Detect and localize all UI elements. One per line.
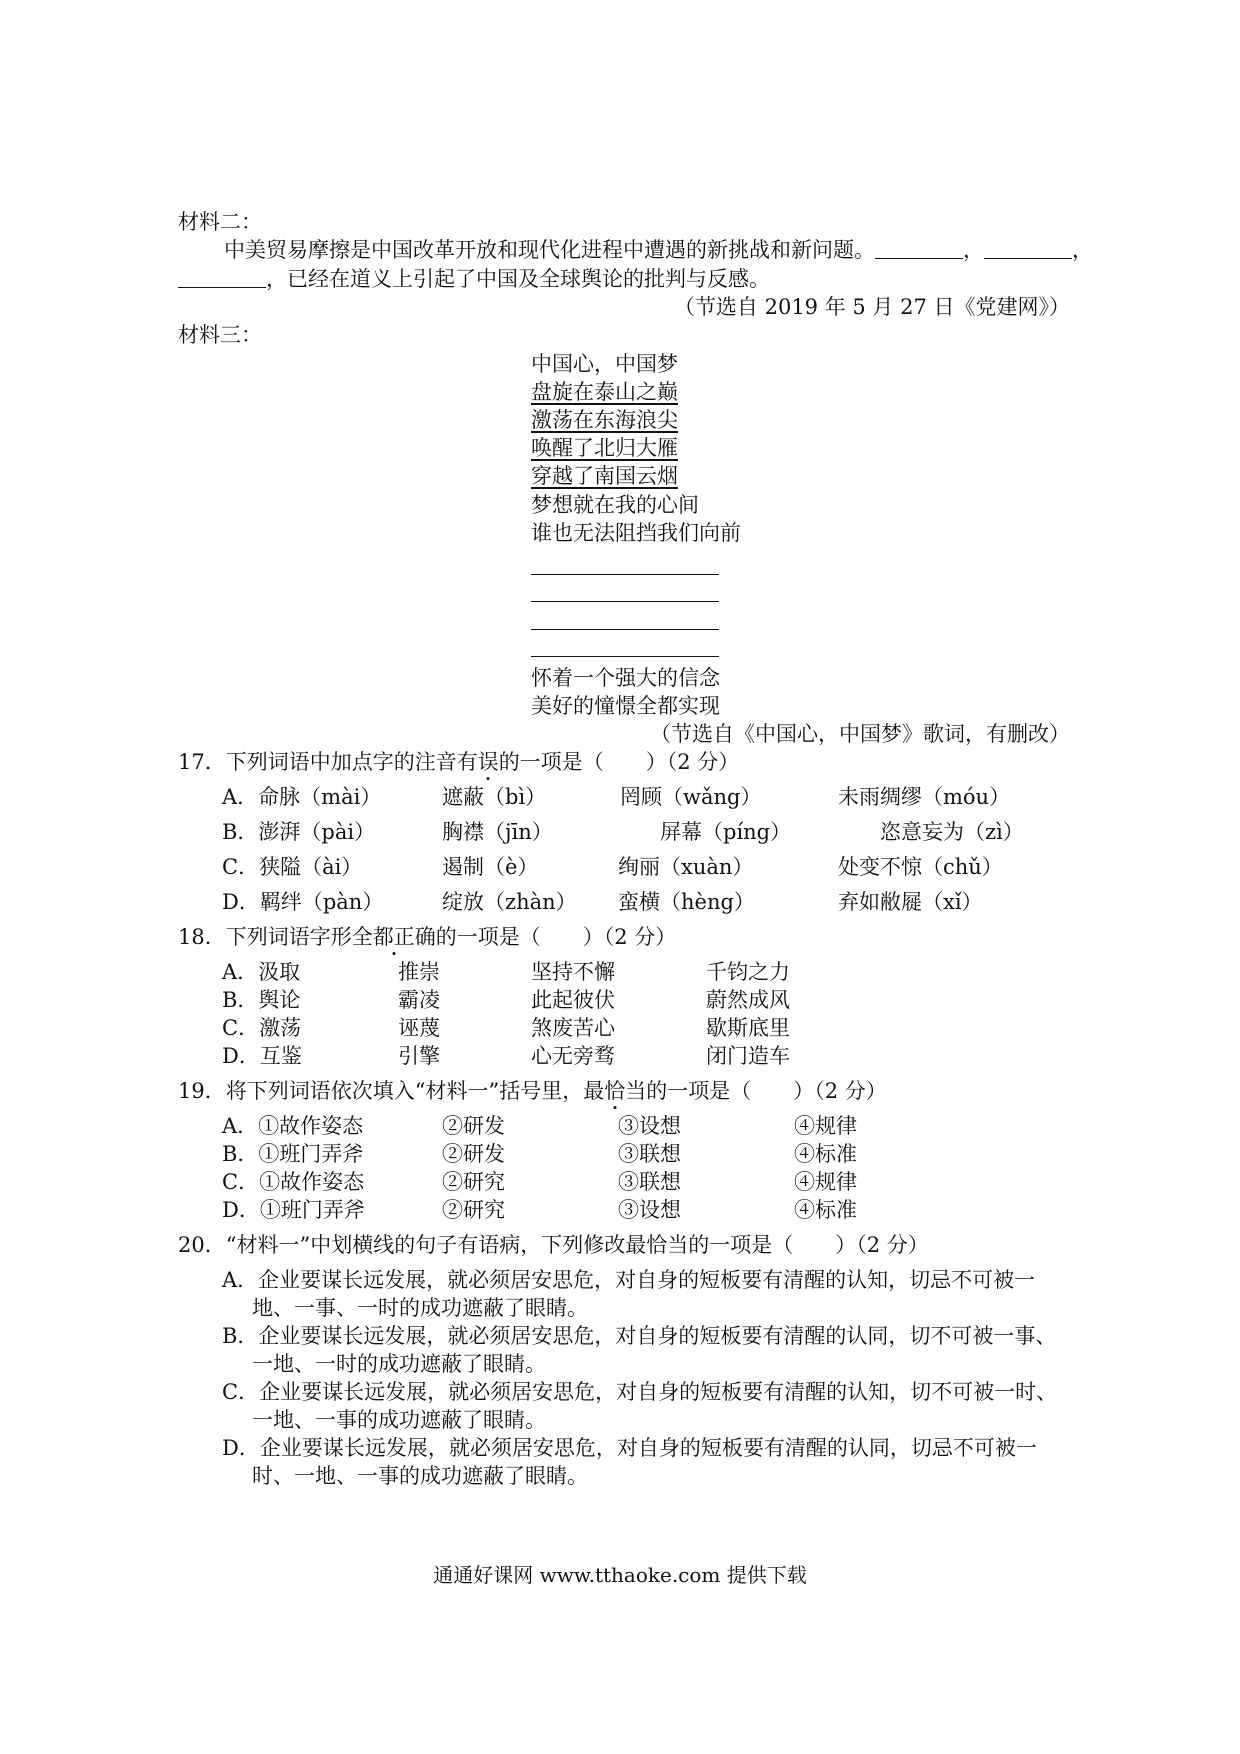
- q18-stem-text: 18．下列词语字形: [178, 925, 352, 949]
- q18-option: 闭门造车: [706, 1044, 790, 1068]
- poem-line: 谁也无法阻挡我们向前: [531, 521, 741, 545]
- q17-option: 绚丽（xuàn）: [618, 855, 754, 879]
- q19-option: ③设想: [618, 1198, 681, 1222]
- poem-blank-line: [531, 601, 719, 602]
- q20-option-line: A．企业要谋长远发展，就必须居安思危，对自身的短板要有清醒的认知，切忌不可被一: [222, 1268, 1036, 1292]
- q17-option: 弃如敝屣（xǐ）: [838, 890, 983, 914]
- q19-option: ④标准: [794, 1142, 857, 1166]
- q20-option-line: 时、一地、一事的成功遮蔽了眼睛。: [252, 1464, 588, 1488]
- q17-option: 恣意妄为（zì）: [880, 820, 1024, 844]
- q17-option: 胸襟（jīn）: [442, 820, 553, 844]
- poem-blank-line: [531, 574, 719, 575]
- q18-option: 煞废苦心: [531, 1016, 615, 1040]
- q18-option: C．激荡: [222, 1016, 302, 1040]
- q17-emphasis-text: 误: [477, 750, 499, 774]
- q17-option: 蛮横（hèng）: [618, 890, 755, 914]
- material2-paragraph-line1: [224, 236, 1093, 264]
- q17-option: 屏幕（píng）: [660, 820, 792, 844]
- q20-option-line: 地、一事、一时的成功遮蔽了眼睛。: [252, 1296, 588, 1320]
- q17-option: 处变不惊（chǔ）: [838, 855, 1003, 879]
- poem-line-underlined: 唤醒了北归大雁: [531, 436, 678, 460]
- q19-option: ②研究: [442, 1198, 505, 1222]
- q18-option: 歇斯底里: [706, 1016, 790, 1040]
- q18-option: 推崇: [398, 960, 440, 984]
- material2-comma-2: ，: [1072, 238, 1093, 262]
- material2-paragraph-line2: [178, 265, 770, 293]
- q18-option: 蔚然成风: [706, 988, 790, 1012]
- q17-option: 未雨绸缪（móu）: [838, 785, 1011, 809]
- fill-blank-2: [984, 238, 1072, 259]
- q17-option: 遏制（è）: [442, 855, 539, 879]
- q18-option: 心无旁骛: [531, 1044, 615, 1068]
- poem-line: 中国心，中国梦: [531, 352, 678, 376]
- q18-option: 千钧之力: [706, 960, 790, 984]
- material3-source: （节选自《中国心，中国梦》歌词，有删改）: [650, 722, 1070, 746]
- q20-option-line: 一地、一时的成功遮蔽了眼睛。: [252, 1352, 546, 1376]
- q18-option: 坚持不懈: [531, 960, 615, 984]
- q20-option-line: 一地、一事的成功遮蔽了眼睛。: [252, 1408, 546, 1432]
- material2-text-b: ，已经在道义上引起了中国及全球舆论的批判与反感。: [266, 267, 770, 291]
- q19-option: ④规律: [794, 1170, 857, 1194]
- q18-option: 诬蔑: [398, 1016, 440, 1040]
- poem-line-underlined: 激荡在东海浪尖: [531, 408, 678, 432]
- material2-heading: 材料二：: [178, 210, 262, 234]
- fill-blank-3: [178, 267, 266, 288]
- q18-option: D．互鉴: [222, 1044, 302, 1068]
- q19-stem-text-tail: 的一项是（ ）（2 分）: [646, 1079, 887, 1103]
- q18-option: 引擎: [398, 1044, 440, 1068]
- material2-text-a: 中美贸易摩擦是中国改革开放和现代化进程中遭遇的新挑战和新问题。: [224, 238, 875, 262]
- q17-option: A．命脉（mài）: [222, 785, 382, 809]
- material2-comma-1: ，: [963, 238, 984, 262]
- material2-source: （节选自 2019 年 5 月 27 日《党建网》）: [673, 295, 1070, 319]
- question-19-stem: [178, 1077, 887, 1105]
- q19-option: ③设想: [618, 1114, 681, 1138]
- question-20-stem: 20．“材料一”中划横线的句子有语病，下列修改最恰当的一项是（ ）（2 分）: [178, 1233, 929, 1257]
- poem-line-underlined: 穿越了南国云烟: [531, 464, 678, 488]
- question-17-stem: [178, 748, 739, 776]
- q19-option: ③联想: [618, 1170, 681, 1194]
- fill-blank-1: [875, 238, 963, 259]
- q17-stem-text: 17．下列词语中加点字的注音有: [178, 750, 478, 774]
- q19-option: ②研发: [442, 1114, 505, 1138]
- q19-stem-text: 19．将下列词语依次填入“材料一”括号里，: [178, 1079, 584, 1103]
- q18-option: B．舆论: [222, 988, 301, 1012]
- q19-option: ③联想: [618, 1142, 681, 1166]
- q20-option-line: B．企业要谋长远发展，就必须居安思危，对自身的短板要有清醒的认同，切不可被一事、: [222, 1324, 1057, 1348]
- poem-blank-line: [531, 656, 719, 657]
- question-18-stem: [178, 923, 676, 951]
- q18-option: 霸凌: [398, 988, 440, 1012]
- q18-option: A．汲取: [222, 960, 301, 984]
- q19-emphasis-text: 最恰当: [583, 1079, 647, 1103]
- q19-option: C．①故作姿态: [222, 1170, 365, 1194]
- q17-option: 罔顾（wǎng）: [620, 785, 762, 809]
- q19-option: D．①班门弄斧: [222, 1198, 365, 1222]
- poem-line: 美好的憧憬全都实现: [531, 694, 720, 718]
- q19-option: B．①班门弄斧: [222, 1142, 364, 1166]
- q19-option: ④规律: [794, 1114, 857, 1138]
- poem-line-underlined: 盘旋在泰山之巅: [531, 380, 678, 404]
- q18-stem-text-tail: 的一项是（ ）（2 分）: [435, 925, 677, 949]
- q19-option: ②研究: [442, 1170, 505, 1194]
- material3-heading: 材料三：: [178, 323, 262, 347]
- q19-option: A．①故作姿态: [222, 1114, 364, 1138]
- q19-option: ②研发: [442, 1142, 505, 1166]
- page-footer: 通通好课网 www.tthaoke.com 提供下载: [433, 1563, 807, 1587]
- q17-option: 绽放（zhàn）: [442, 890, 577, 914]
- q17-option: C．狭隘（ài）: [222, 855, 363, 879]
- q20-option-line: D．企业要谋长远发展，就必须居安思危，对自身的短板要有清醒的认同，切忌不可被一: [222, 1436, 1037, 1460]
- poem-line: 怀着一个强大的信念: [531, 666, 720, 690]
- q18-option: 此起彼伏: [531, 988, 615, 1012]
- q17-option: B．澎湃（pài）: [222, 820, 376, 844]
- q20-option-line: C．企业要谋长远发展，就必须居安思危，对自身的短板要有清醒的认知，切不可被一时、: [222, 1380, 1058, 1404]
- q18-emphasis-text: 全都正确: [351, 925, 436, 949]
- poem-line: 梦想就在我的心间: [531, 493, 699, 517]
- poem-blank-line: [531, 629, 719, 630]
- q17-option: 遮蔽（bì）: [442, 785, 547, 809]
- q17-stem-text-tail: 的一项是（ ）（2 分）: [498, 750, 740, 774]
- q19-option: ④标准: [794, 1198, 857, 1222]
- q17-option: D．羁绊（pàn）: [222, 890, 384, 914]
